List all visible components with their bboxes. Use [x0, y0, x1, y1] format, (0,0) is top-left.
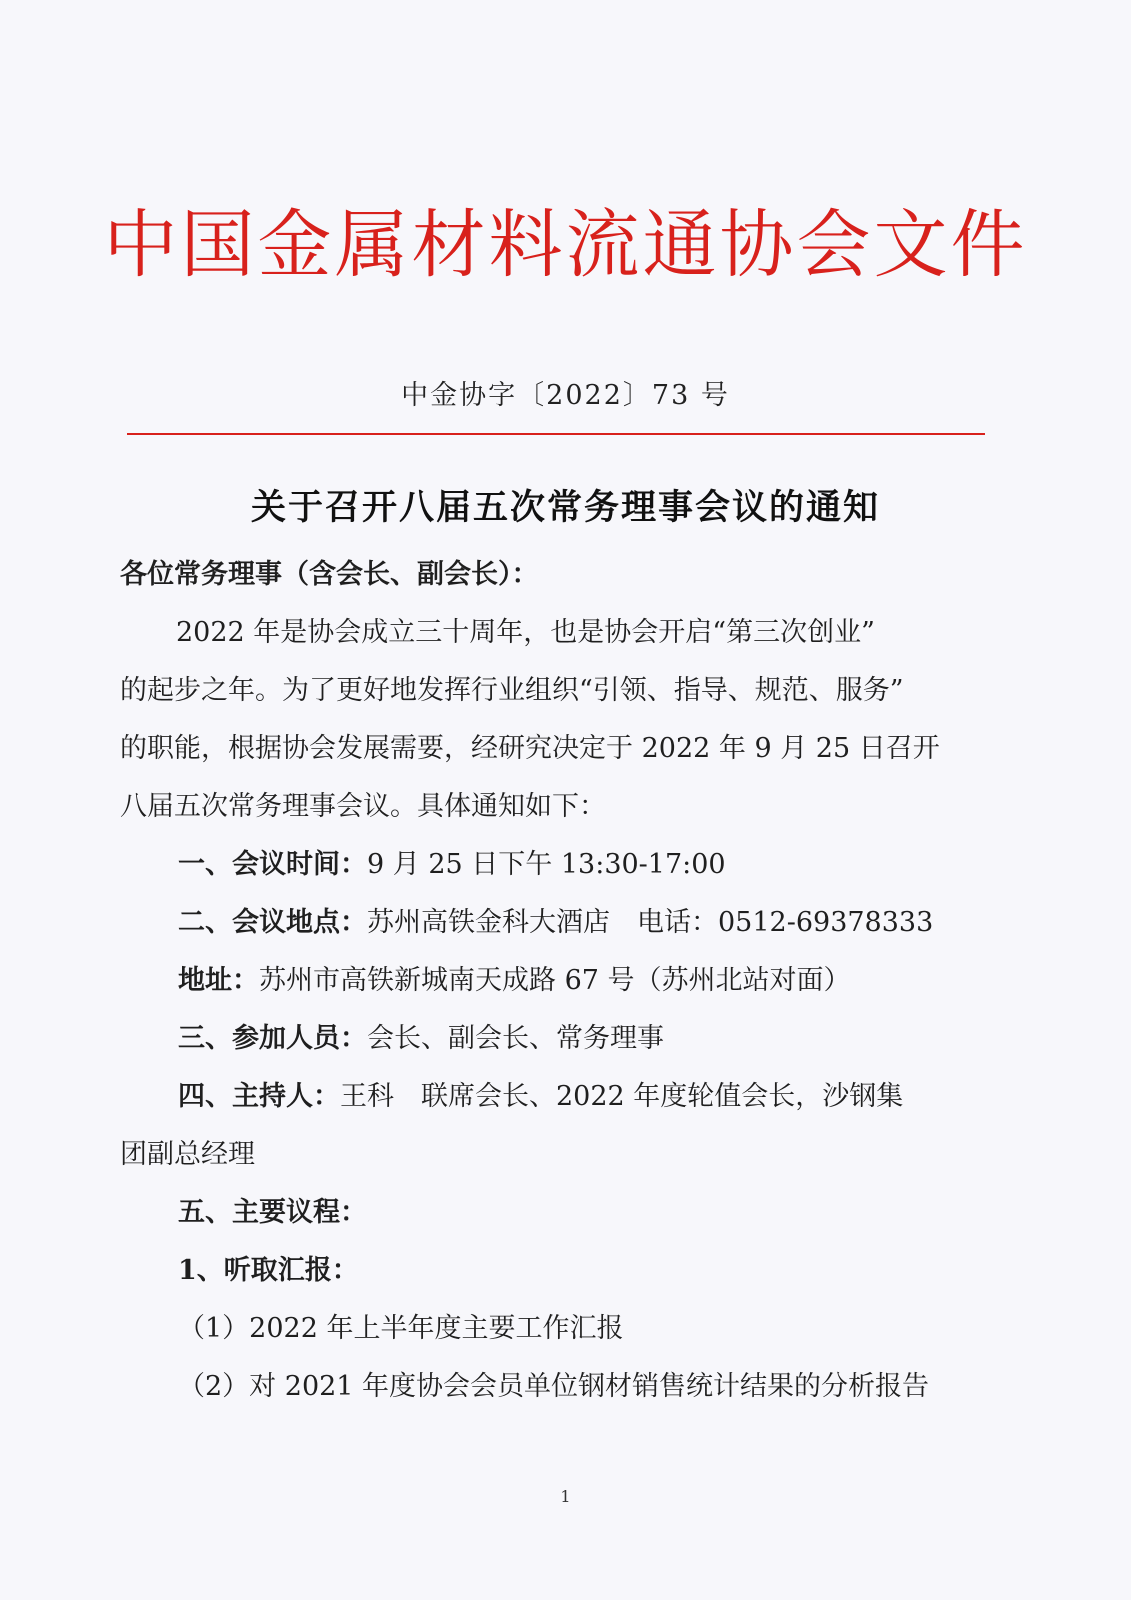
- meeting-address-label: 地址：: [178, 965, 259, 996]
- page-number: 1: [560, 1487, 571, 1506]
- document-header-title: 中国金属材料流通协会文件: [103, 202, 1028, 288]
- host-value-continued: 团副总经理: [120, 1139, 255, 1170]
- meeting-time-value: 9 月 25 日下午 13:30-17:00: [367, 849, 726, 880]
- red-divider: [127, 433, 985, 435]
- host-value: 王科 联席会长、2022 年度轮值会长，沙钢集: [340, 1081, 904, 1112]
- meeting-place-label: 二、会议地点：: [178, 907, 367, 938]
- agenda-heading: 五、主要议程：: [178, 1197, 367, 1228]
- agenda-sub-heading: 1、听取汇报：: [178, 1255, 359, 1286]
- document-number: 中金协字〔2022〕73 号: [401, 380, 730, 411]
- intro-line: 八届五次常务理事会议。具体通知如下：: [120, 791, 606, 822]
- meeting-address: [178, 963, 851, 999]
- meeting-time-label: 一、会议时间：: [178, 849, 367, 880]
- intro-line: 的起步之年。为了更好地发挥行业组织“引领、指导、规范、服务”: [120, 675, 904, 706]
- meeting-time: [178, 847, 726, 883]
- agenda-item: （1）2022 年上半年度主要工作汇报: [178, 1313, 624, 1344]
- notice-title: 关于召开八届五次常务理事会议的通知: [250, 487, 880, 528]
- intro-line: 的职能，根据协会发展需要，经研究决定于 2022 年 9 月 25 日召开: [120, 733, 940, 764]
- attendees-label: 三、参加人员：: [178, 1023, 367, 1054]
- salutation: 各位常务理事（含会长、副会长）：: [120, 559, 539, 590]
- meeting-place: [178, 905, 933, 941]
- agenda-item: （2）对 2021 年度协会会员单位钢材销售统计结果的分析报告: [178, 1371, 930, 1402]
- meeting-address-value: 苏州市高铁新城南天成路 67 号（苏州北站对面）: [259, 965, 851, 996]
- attendees: [178, 1021, 664, 1057]
- host-label: 四、主持人：: [178, 1081, 340, 1112]
- host: [178, 1079, 903, 1115]
- intro-line: 2022 年是协会成立三十周年，也是协会开启“第三次创业”: [176, 617, 875, 648]
- meeting-place-value: 苏州高铁金科大酒店 电话：0512-69378333: [367, 907, 934, 938]
- attendees-value: 会长、副会长、常务理事: [367, 1023, 664, 1054]
